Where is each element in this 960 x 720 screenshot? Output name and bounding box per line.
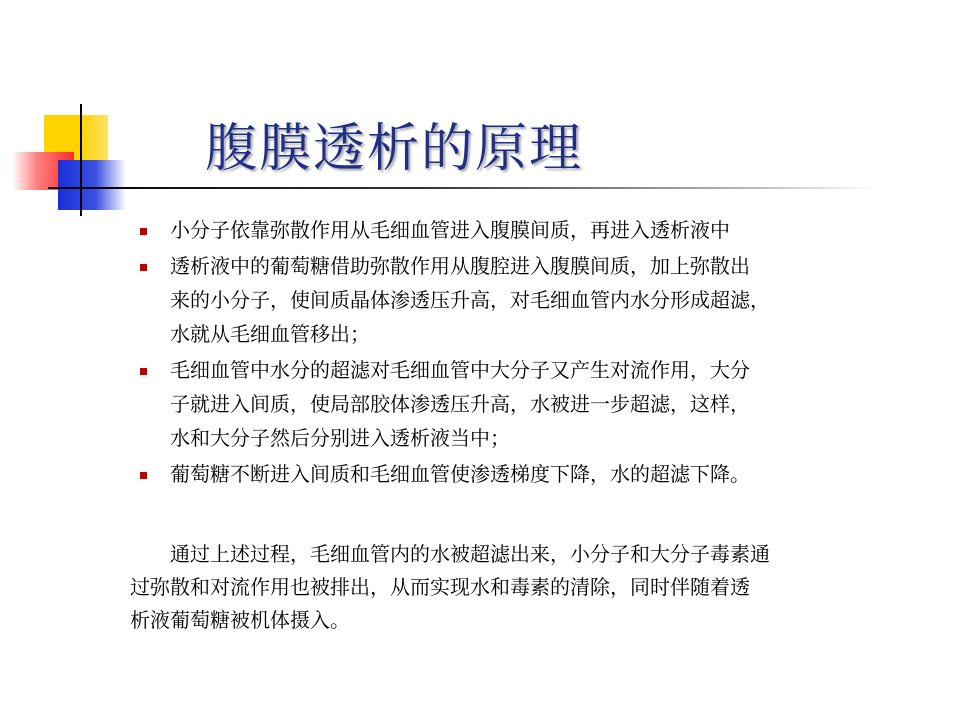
summary-paragraph bbox=[130, 538, 900, 637]
bullet-line: 水就从毛细血管移出； bbox=[170, 322, 370, 346]
summary-line: 过弥散和对流作用也被排出，从而实现水和毒素的清除，同时伴随着透 bbox=[130, 575, 750, 599]
title-underline bbox=[48, 187, 878, 189]
slide-title: 腹膜透析的原理 bbox=[205, 119, 584, 179]
decor-blue-square bbox=[58, 160, 126, 210]
bullet-line: 毛细血管中水分的超滤对毛细血管中大分子又产生对流作用，大分 bbox=[170, 358, 750, 382]
bullet-line: 子就进入间质，使局部胶体渗透压升高，水被进一步超滤，这样， bbox=[170, 392, 750, 416]
bullet-list bbox=[140, 213, 900, 493]
summary-line: 析液葡萄糖被机体摄入。 bbox=[130, 608, 350, 632]
bullet-line: 水和大分子然后分别进入透析液当中； bbox=[170, 426, 510, 450]
bullet-line: 来的小分子，使间质晶体渗透压升高，对毛细血管内水分形成超滤， bbox=[170, 288, 770, 312]
bullet-item bbox=[140, 353, 900, 455]
bullet-item bbox=[140, 213, 900, 247]
bullet-marker bbox=[140, 228, 147, 235]
bullet-marker bbox=[140, 472, 147, 479]
bullet-line: 小分子依靠弥散作用从毛细血管进入腹膜间质，再进入透析液中 bbox=[170, 218, 730, 242]
summary-line: 通过上述过程，毛细血管内的水被超滤出来，小分子和大分子毒素通 bbox=[130, 542, 770, 566]
bullet-item bbox=[140, 249, 900, 351]
bullet-line: 葡萄糖不断进入间质和毛细血管使渗透梯度下降，水的超滤下降。 bbox=[170, 462, 750, 486]
bullet-item bbox=[140, 457, 900, 491]
bullet-marker bbox=[140, 368, 147, 375]
bullet-marker bbox=[140, 264, 147, 271]
decor-vertical-line bbox=[80, 104, 82, 216]
bullet-line: 透析液中的葡萄糖借助弥散作用从腹腔进入腹膜间质，加上弥散出 bbox=[170, 254, 750, 278]
